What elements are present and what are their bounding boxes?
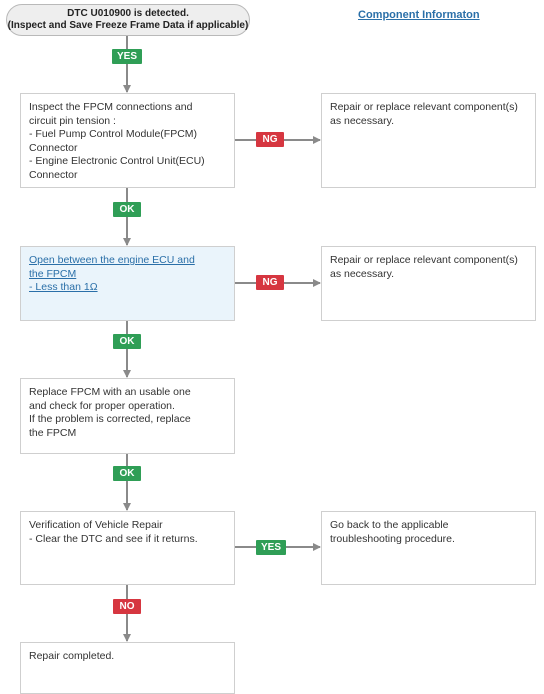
side2-line: as necessary.	[330, 267, 394, 280]
badge-yes-side: YES	[256, 540, 286, 555]
side-go-back	[321, 511, 536, 585]
start-line-2: (Inspect and Save Freeze Frame Data if applicable)	[7, 20, 249, 31]
side-repair-replace-1	[321, 93, 536, 188]
step1-line: - Fuel Pump Control Module(FPCM)	[29, 128, 198, 140]
step4-line: - Clear the DTC and see if it returns.	[29, 532, 198, 545]
badge-ng-2: NG	[256, 275, 284, 290]
step1-line: circuit pin tension :	[29, 114, 116, 127]
step1-line: Connector	[29, 141, 78, 154]
step4-line: Verification of Vehicle Repair	[29, 519, 163, 531]
step3-line: and check for proper operation.	[29, 399, 175, 412]
step1-line: Connector	[29, 168, 78, 181]
step2-link-line[interactable]: - Less than 1Ω	[29, 281, 98, 293]
side-repair-replace-2	[321, 246, 536, 321]
step3-line: the FPCM	[29, 426, 77, 439]
step1-line: - Engine Electronic Control Unit(ECU)	[29, 155, 205, 167]
start-dtc-node	[6, 4, 250, 36]
step-verification	[20, 511, 235, 585]
start-line-1: DTC U010900 is detected.	[67, 8, 189, 19]
badge-ok-1: OK	[113, 202, 141, 217]
step2-link-line[interactable]: the FPCM	[29, 267, 77, 280]
step-replace-fpcm	[20, 378, 235, 454]
badge-no: NO	[113, 599, 141, 614]
step-repair-completed	[20, 642, 235, 694]
side3-line: troubleshooting procedure.	[330, 532, 455, 545]
badge-ok-3: OK	[113, 466, 141, 481]
badge-ng-1: NG	[256, 132, 284, 147]
step3-line: Replace FPCM with an usable one	[29, 386, 191, 398]
component-information-link[interactable]: Component Informaton	[358, 9, 480, 21]
side3-line: Go back to the applicable	[330, 519, 449, 531]
side2-line: Repair or replace relevant component(s)	[330, 254, 518, 266]
badge-ok-2: OK	[113, 334, 141, 349]
side1-line: Repair or replace relevant component(s)	[330, 101, 518, 113]
step-open-circuit-check	[20, 246, 235, 321]
step-inspect-connections	[20, 93, 235, 188]
badge-yes-top: YES	[112, 49, 142, 64]
step3-line: If the problem is corrected, replace	[29, 413, 191, 425]
step1-line: Inspect the FPCM connections and	[29, 101, 193, 113]
side1-line: as necessary.	[330, 114, 394, 127]
step5-line: Repair completed.	[29, 650, 115, 662]
step2-link-line[interactable]: Open between the engine ECU and	[29, 254, 195, 266]
